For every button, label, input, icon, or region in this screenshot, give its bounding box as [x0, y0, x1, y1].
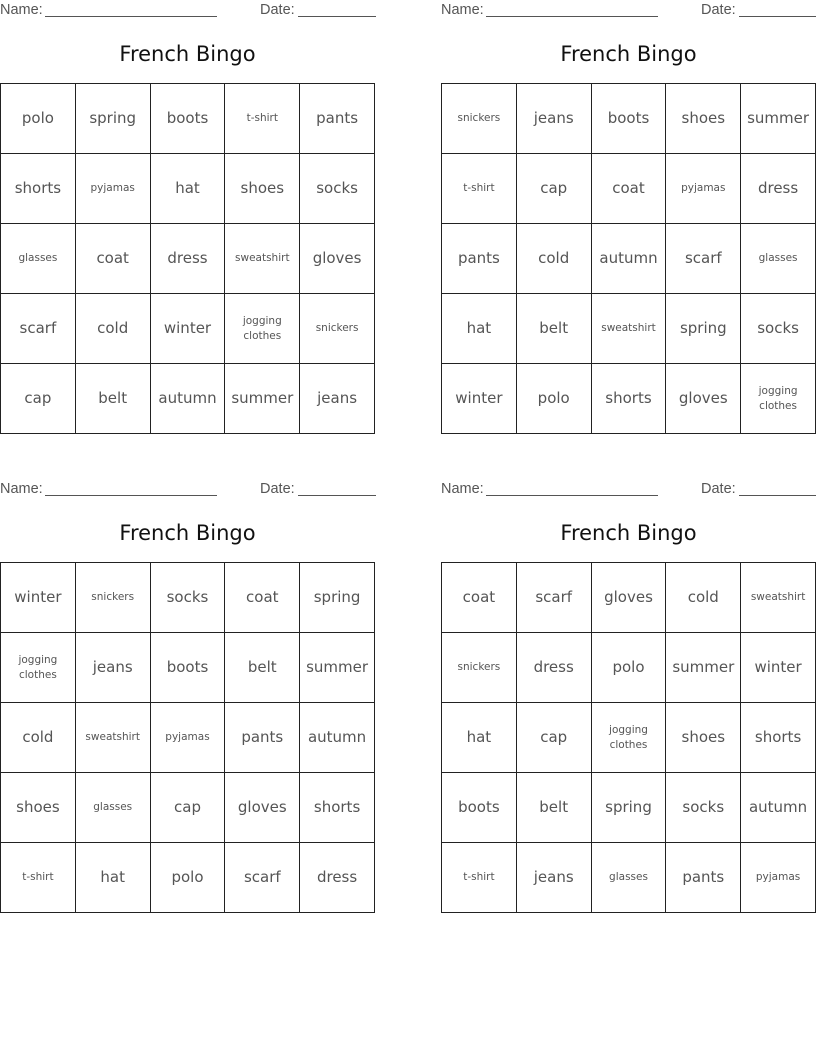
bingo-cell: socks: [151, 563, 226, 633]
bingo-cell: hat: [442, 703, 517, 773]
bingo-cell: polo: [151, 843, 226, 913]
bingo-cell: belt: [517, 294, 592, 364]
bingo-cell: summer: [666, 633, 741, 703]
bingo-cell: socks: [300, 154, 375, 224]
bingo-cell: winter: [1, 563, 76, 633]
date-label: Date:: [701, 2, 736, 18]
bingo-cell: pyjamas: [741, 843, 816, 913]
bingo-cell: autumn: [741, 773, 816, 843]
bingo-cell: dress: [517, 633, 592, 703]
bingo-cell: boots: [151, 84, 226, 154]
bingo-cell: cap: [1, 364, 76, 434]
bingo-cell: snickers: [76, 563, 151, 633]
bingo-cell: belt: [517, 773, 592, 843]
bingo-cell: pants: [225, 703, 300, 773]
bingo-cell: boots: [151, 633, 226, 703]
bingo-cell: jogging clothes: [225, 294, 300, 364]
bingo-cell: hat: [151, 154, 226, 224]
bingo-cell: belt: [225, 633, 300, 703]
bingo-cell: gloves: [300, 224, 375, 294]
bingo-cell: winter: [741, 633, 816, 703]
bingo-cell: t-shirt: [225, 84, 300, 154]
bingo-cell: snickers: [442, 84, 517, 154]
bingo-cell: spring: [76, 84, 151, 154]
bingo-cell: hat: [76, 843, 151, 913]
bingo-cell: shoes: [1, 773, 76, 843]
bingo-cell: jeans: [517, 84, 592, 154]
bingo-cell: jogging clothes: [741, 364, 816, 434]
date-blank-line: [298, 495, 376, 496]
bingo-cell: pyjamas: [666, 154, 741, 224]
bingo-cell: cap: [517, 703, 592, 773]
bingo-cell: t-shirt: [442, 154, 517, 224]
bingo-cell: shorts: [1, 154, 76, 224]
bingo-cell: summer: [225, 364, 300, 434]
name-label: Name:: [441, 2, 484, 18]
bingo-cell: scarf: [225, 843, 300, 913]
card-title: French Bingo: [119, 521, 256, 545]
date-label: Date:: [260, 481, 295, 497]
bingo-cell: pants: [666, 843, 741, 913]
bingo-cell: coat: [225, 563, 300, 633]
bingo-cell: autumn: [592, 224, 667, 294]
bingo-cell: coat: [442, 563, 517, 633]
name-blank-line: [45, 16, 217, 17]
bingo-cell: spring: [592, 773, 667, 843]
bingo-cell: sweatshirt: [225, 224, 300, 294]
bingo-cell: cold: [517, 224, 592, 294]
bingo-cell: cold: [76, 294, 151, 364]
bingo-cell: cold: [666, 563, 741, 633]
bingo-cell: spring: [666, 294, 741, 364]
bingo-cell: jogging clothes: [592, 703, 667, 773]
name-label: Name:: [441, 481, 484, 497]
bingo-cell: glasses: [741, 224, 816, 294]
bingo-cell: shorts: [300, 773, 375, 843]
bingo-cell: scarf: [517, 563, 592, 633]
bingo-grid: [0, 562, 375, 913]
bingo-cell: jeans: [76, 633, 151, 703]
name-date-row: [0, 479, 375, 499]
bingo-cell: dress: [741, 154, 816, 224]
bingo-cell: jogging clothes: [1, 633, 76, 703]
name-date-row: [441, 479, 816, 499]
bingo-cell: cap: [151, 773, 226, 843]
bingo-cell: snickers: [442, 633, 517, 703]
bingo-cell: shoes: [666, 703, 741, 773]
name-label: Name:: [0, 481, 43, 497]
bingo-cell: polo: [517, 364, 592, 434]
name-date-row: [441, 0, 816, 20]
bingo-cell: t-shirt: [1, 843, 76, 913]
name-blank-line: [45, 495, 217, 496]
bingo-cell: polo: [592, 633, 667, 703]
bingo-cell: coat: [76, 224, 151, 294]
bingo-cell: socks: [741, 294, 816, 364]
bingo-cell: shoes: [666, 84, 741, 154]
date-blank-line: [298, 16, 376, 17]
bingo-cell: dress: [300, 843, 375, 913]
bingo-cell: boots: [442, 773, 517, 843]
bingo-cell: glasses: [76, 773, 151, 843]
bingo-cell: pants: [442, 224, 517, 294]
bingo-cell: shorts: [592, 364, 667, 434]
bingo-cell: pyjamas: [76, 154, 151, 224]
bingo-cell: shoes: [225, 154, 300, 224]
bingo-cell: winter: [151, 294, 226, 364]
bingo-cell: jeans: [517, 843, 592, 913]
bingo-cell: scarf: [1, 294, 76, 364]
bingo-cell: gloves: [666, 364, 741, 434]
bingo-cell: spring: [300, 563, 375, 633]
bingo-cell: sweatshirt: [741, 563, 816, 633]
bingo-cell: hat: [442, 294, 517, 364]
name-label: Name:: [0, 2, 43, 18]
bingo-cell: scarf: [666, 224, 741, 294]
bingo-cell: polo: [1, 84, 76, 154]
name-blank-line: [486, 495, 658, 496]
bingo-cell: belt: [76, 364, 151, 434]
bingo-cell: pants: [300, 84, 375, 154]
bingo-cell: dress: [151, 224, 226, 294]
bingo-cell: autumn: [151, 364, 226, 434]
bingo-cell: glasses: [1, 224, 76, 294]
bingo-cell: pyjamas: [151, 703, 226, 773]
date-label: Date:: [701, 481, 736, 497]
bingo-cell: t-shirt: [442, 843, 517, 913]
name-date-row: [0, 0, 375, 20]
card-title: French Bingo: [560, 42, 697, 66]
card-title: French Bingo: [119, 42, 256, 66]
bingo-cell: winter: [442, 364, 517, 434]
date-blank-line: [739, 495, 816, 496]
bingo-cell: cap: [517, 154, 592, 224]
bingo-grid: [0, 83, 375, 434]
bingo-cell: snickers: [300, 294, 375, 364]
bingo-cell: shorts: [741, 703, 816, 773]
bingo-cell: sweatshirt: [76, 703, 151, 773]
bingo-cell: autumn: [300, 703, 375, 773]
name-blank-line: [486, 16, 658, 17]
bingo-cell: summer: [741, 84, 816, 154]
bingo-cell: coat: [592, 154, 667, 224]
bingo-cell: glasses: [592, 843, 667, 913]
bingo-cell: socks: [666, 773, 741, 843]
card-title: French Bingo: [560, 521, 697, 545]
bingo-cell: jeans: [300, 364, 375, 434]
bingo-cell: cold: [1, 703, 76, 773]
date-blank-line: [739, 16, 816, 17]
date-label: Date:: [260, 2, 295, 18]
bingo-cell: sweatshirt: [592, 294, 667, 364]
bingo-cell: gloves: [225, 773, 300, 843]
bingo-cell: summer: [300, 633, 375, 703]
bingo-cell: boots: [592, 84, 667, 154]
bingo-grid: [441, 562, 816, 913]
bingo-grid: [441, 83, 816, 434]
bingo-cell: gloves: [592, 563, 667, 633]
